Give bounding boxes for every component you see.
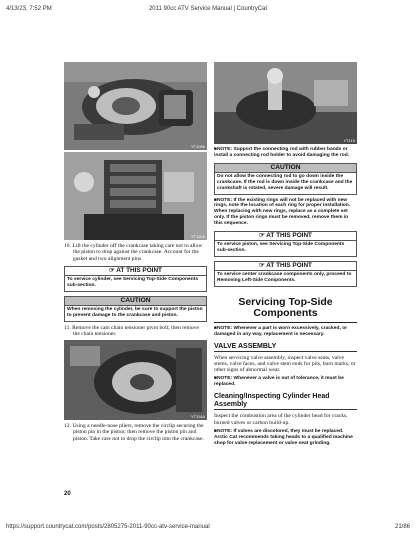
note-valve-tolerance: ■NOTE: Whenever a valve is out of tolerance, it must be replaced. xyxy=(214,376,344,388)
print-title: 2011 90cc ATV Service Manual | CountryCat xyxy=(148,6,268,12)
valve-assembly-heading: VALVE ASSEMBLY xyxy=(214,343,357,352)
print-header xyxy=(6,6,410,16)
photo-2-caption: YT110A xyxy=(190,234,205,239)
cleaning-cylinder-head-heading: Cleaning/Inspecting Cylinder Head Assembly xyxy=(214,393,357,410)
note-valve-discolored: ■NOTE: If valves are discolored, they must be replaced. Arctic Cat recommends taking heads to a qualified machine shop for valve replacement or valve seat grinding. xyxy=(214,428,353,446)
note-worn-parts: ■NOTE: Whenever a part is worn excessively, cracked, or damaged in any way, replacement is necessary. xyxy=(214,325,348,337)
engine-photo-2 xyxy=(64,152,207,240)
print-datetime: 4/13/23, 7:52 PM xyxy=(6,6,52,12)
at-this-point-crankcase-title: ☞ AT THIS POINT xyxy=(214,261,357,271)
step-11: 11. Remove the cam chain tensioner pivot bolt; then remove the chain tensioner. xyxy=(64,324,199,337)
engine-photo-1-image xyxy=(64,62,207,150)
at-this-point-cylinder-title: ☞ AT THIS POINT xyxy=(64,266,207,276)
photo-1-caption: YT109b xyxy=(190,144,205,149)
connecting-rod-photo-image xyxy=(214,62,357,144)
right-column xyxy=(214,62,357,447)
print-footer xyxy=(6,524,410,534)
engine-photo-1 xyxy=(64,62,207,150)
note-piston-rings: ■NOTE: If the existing rings will not be replaced with new rings, note the location of each ring for proper installation. When replacing with new rings, replace as a complete set only. If the piston rings must be removed, remove them in this sequence. xyxy=(214,197,351,227)
engine-photo-3 xyxy=(64,340,207,420)
page-number: 20 xyxy=(64,491,71,497)
note-connecting-rod: ■NOTE: Support the connecting rod with rubber bands or install a connecting rod holder to avoid damaging the rod. xyxy=(214,147,350,158)
caution-cylinder-title: CAUTION xyxy=(64,296,207,306)
at-this-point-piston-text: To service piston, see Servicing Top-Side Components sub-section. xyxy=(214,241,357,257)
caution-cylinder-text: When removing the cylinder, be sure to support the piston to prevent damage to the crankcase and piston. xyxy=(64,306,207,322)
engine-photo-3-image xyxy=(64,340,207,420)
print-page-count: 21/86 xyxy=(394,524,410,530)
step-12: 12. Using a needle-nose pliers, remove the circlip securing the piston pin in the piston; then remove the piston pin and piston. Take care not to drop the circlip into the crankcase. xyxy=(64,423,204,442)
step-10: 10. Lift the cylinder off the crankcase taking care not to allow the piston to drop against the crankcase. Account for the gasket and two alignment pins. xyxy=(64,243,203,262)
at-this-point-crankcase-text: To service center crankcase components only, proceed to Removing Left-Side Components. xyxy=(214,271,357,287)
left-column xyxy=(64,62,207,442)
at-this-point-piston-title: ☞ AT THIS POINT xyxy=(214,231,357,241)
photo-3-caption: YT114A xyxy=(190,414,205,420)
connecting-rod-photo xyxy=(214,62,357,144)
cleaning-cylinder-head-text: Inspect the combustion area of the cylinder head for cracks, burned valves or carbon build-up. xyxy=(214,413,348,426)
section-title: Servicing Top-Side Components xyxy=(238,295,333,319)
valve-assembly-text: When servicing valve assembly, inspect valve seats, valve stems, valve faces, and valve stem ends for pits, burn marks, or other signs of abnormal wear. xyxy=(214,354,356,374)
photo-4-caption: YT115 xyxy=(343,138,355,143)
print-url: https://support.countrycat.com/posts/2805275-2011-90cc-atv-service-manual xyxy=(6,524,210,530)
caution-rod-title: CAUTION xyxy=(214,163,357,173)
at-this-point-cylinder-text: To service cylinder, see Servicing Top-Side Components sub-section. xyxy=(64,276,207,292)
section-divider xyxy=(214,322,357,323)
engine-photo-2-image xyxy=(64,152,207,240)
caution-rod-text: Do not allow the connecting rod to go down inside the crankcase. If the rod is down inside the crankcase and the crankshaft is rotated, severe damage will result. xyxy=(214,173,357,195)
